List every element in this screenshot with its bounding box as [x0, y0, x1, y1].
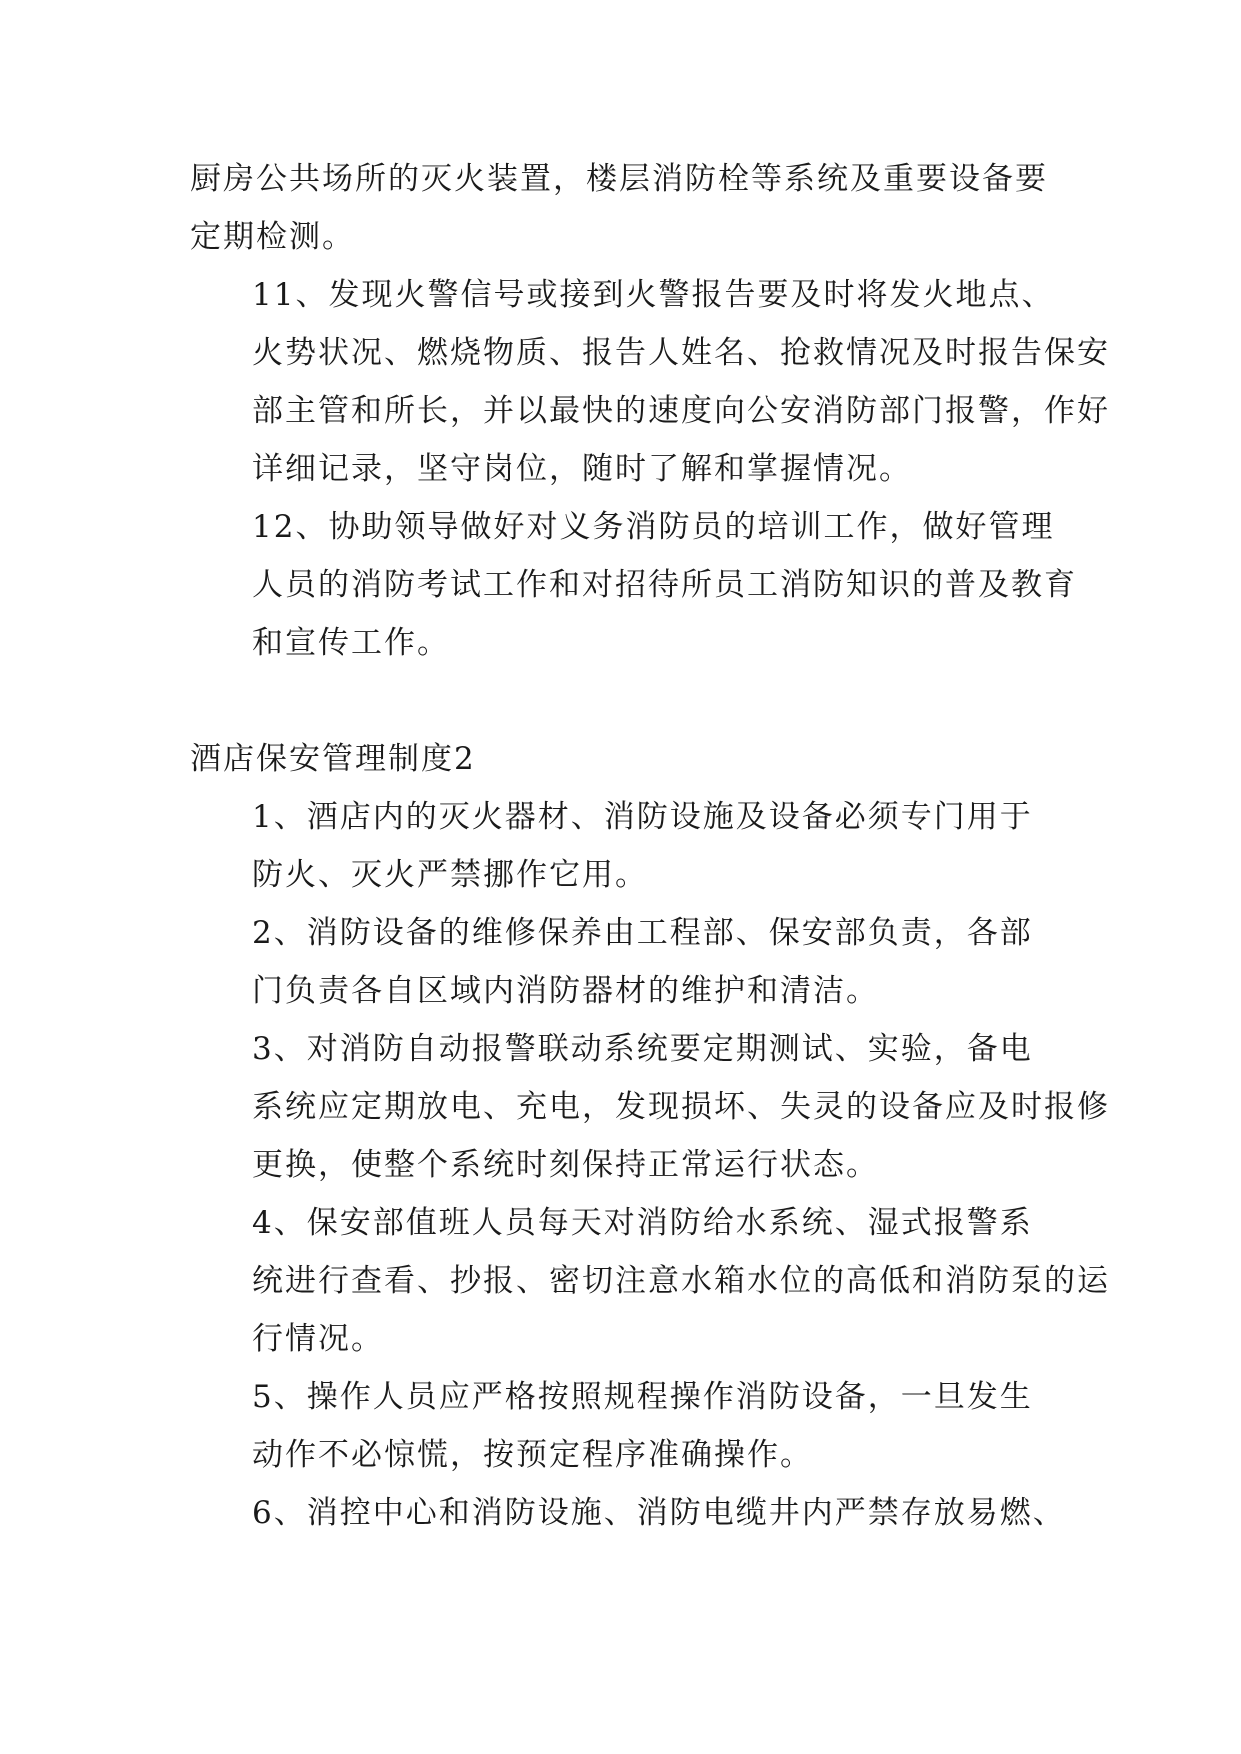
paragraph [190, 498, 1077, 672]
text-line: 动作不必惊慌，按预定程序准确操作。 [252, 1437, 813, 1473]
section-gap [190, 672, 1060, 730]
text-line: 人员的消防考试工作和对招待所员工消防知识的普及教育 [252, 567, 1077, 603]
text-line: 12、协助领导做好对义务消防员的培训工作，做好管理 [252, 509, 1055, 545]
text-line: 酒店保安管理制度2 [190, 741, 476, 777]
text-line: 5、操作人员应严格按照规程操作消防设备，一旦发生 [252, 1379, 1033, 1415]
paragraph [190, 150, 1060, 266]
paragraph [190, 788, 1060, 904]
paragraph [190, 1368, 1060, 1484]
text-line: 2、消防设备的维修保养由工程部、保安部负责，各部 [252, 915, 1033, 951]
paragraph [190, 266, 1110, 498]
text-line: 火势状况、燃烧物质、报告人姓名、抢救情况及时报告保安 [252, 335, 1110, 371]
text-line: 1、酒店内的灭火器材、消防设施及设备必须专门用于 [252, 799, 1033, 835]
document-body [190, 150, 1110, 1542]
text-line: 11、发现火警信号或接到火警报告要及时将发火地点、 [252, 277, 1055, 313]
text-line: 6、消控中心和消防设施、消防电缆井内严禁存放易燃、 [252, 1495, 1066, 1531]
text-line: 厨房公共场所的灭火装置，楼层消防栓等系统及重要设备要 [190, 161, 1048, 197]
text-line: 4、保安部值班人员每天对消防给水系统、湿式报警系 [252, 1205, 1033, 1241]
text-line: 和宣传工作。 [252, 625, 450, 661]
text-line: 系统应定期放电、充电，发现损坏、失灵的设备应及时报修 [252, 1089, 1110, 1125]
text-line: 行情况。 [252, 1321, 384, 1357]
text-line: 统进行查看、抄报、密切注意水箱水位的高低和消防泵的运 [252, 1263, 1110, 1299]
text-line: 部主管和所长，并以最快的速度向公安消防部门报警，作好 [252, 393, 1110, 429]
paragraph [190, 1484, 1066, 1542]
text-line: 3、对消防自动报警联动系统要定期测试、实验，备电 [252, 1031, 1033, 1067]
text-line: 定期检测。 [190, 219, 355, 255]
paragraph [190, 1194, 1110, 1368]
text-line: 防火、灭火严禁挪作它用。 [252, 857, 648, 893]
section-heading [190, 730, 1060, 788]
paragraph [190, 1020, 1110, 1194]
paragraph [190, 904, 1060, 1020]
text-line: 更换，使整个系统时刻保持正常运行状态。 [252, 1147, 879, 1183]
text-line: 详细记录，坚守岗位，随时了解和掌握情况。 [252, 451, 912, 487]
text-line: 门负责各自区域内消防器材的维护和清洁。 [252, 973, 879, 1009]
